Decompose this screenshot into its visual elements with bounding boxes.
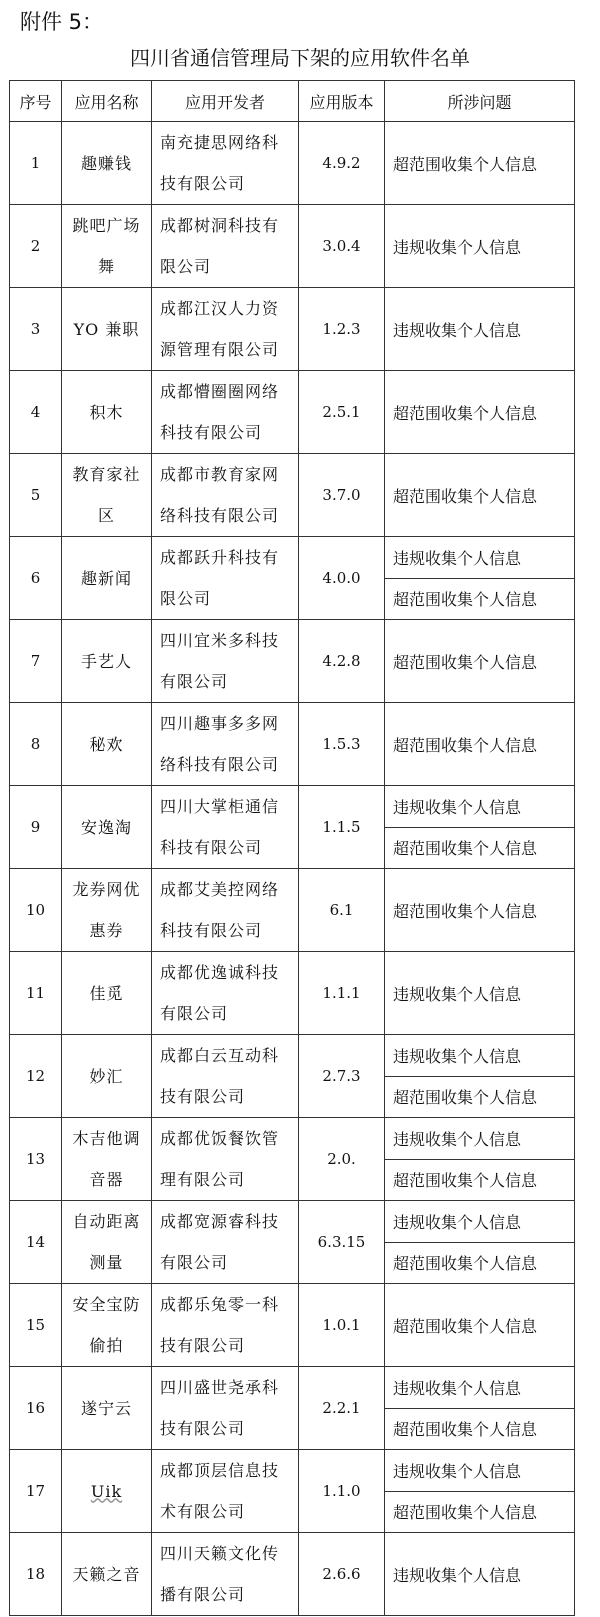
developer-cell: 成都顶层信息技术有限公司 — [152, 1450, 299, 1533]
issue-cell: 违规收集个人信息 — [385, 1035, 575, 1077]
developer-cell: 成都市教育家网络科技有限公司 — [152, 454, 299, 537]
issue-cell: 超范围收集个人信息 — [385, 703, 575, 786]
document-title: 四川省通信管理局下架的应用软件名单 — [130, 46, 470, 70]
issue-cell: 超范围收集个人信息 — [385, 1159, 575, 1201]
table-row — [10, 537, 575, 579]
table-header-row — [10, 81, 575, 122]
version-cell: 4.2.8 — [299, 620, 385, 703]
developer-cell: 成都优逸诚科技有限公司 — [152, 952, 299, 1035]
table-row — [10, 869, 575, 952]
row-number-cell: 17 — [10, 1450, 62, 1533]
issue-cell: 超范围收集个人信息 — [385, 578, 575, 620]
version-cell: 1.2.3 — [299, 288, 385, 371]
row-number-cell: 18 — [10, 1533, 62, 1616]
row-number-cell: 14 — [10, 1201, 62, 1284]
developer-cell: 四川天籁文化传播有限公司 — [152, 1533, 299, 1616]
developer-cell: 成都宽源睿科技有限公司 — [152, 1201, 299, 1284]
header-version: 应用版本 — [299, 81, 385, 122]
version-cell: 6.1 — [299, 869, 385, 952]
version-cell: 1.1.5 — [299, 786, 385, 869]
header-issue: 所涉问题 — [385, 81, 575, 122]
app-name-cell: 安全宝防偷拍 — [62, 1284, 152, 1367]
issue-cell: 超范围收集个人信息 — [385, 371, 575, 454]
row-number-cell: 3 — [10, 288, 62, 371]
issue-cell: 超范围收集个人信息 — [385, 1284, 575, 1367]
row-number-cell: 1 — [10, 122, 62, 205]
version-cell: 2.5.1 — [299, 371, 385, 454]
issue-cell: 超范围收集个人信息 — [385, 827, 575, 869]
issue-cell: 超范围收集个人信息 — [385, 869, 575, 952]
table-row — [10, 288, 575, 371]
row-number-cell: 5 — [10, 454, 62, 537]
version-cell: 1.1.1 — [299, 952, 385, 1035]
issue-cell: 违规收集个人信息 — [385, 786, 575, 828]
version-cell: 3.7.0 — [299, 454, 385, 537]
app-name-cell: 木吉他调音器 — [62, 1118, 152, 1201]
developer-cell: 成都乐兔零一科技有限公司 — [152, 1284, 299, 1367]
app-name-cell: 妙汇 — [62, 1035, 152, 1118]
row-number-cell: 9 — [10, 786, 62, 869]
issue-cell: 超范围收集个人信息 — [385, 1242, 575, 1284]
issue-cell: 违规收集个人信息 — [385, 1367, 575, 1409]
app-name-cell: 手艺人 — [62, 620, 152, 703]
version-cell: 4.0.0 — [299, 537, 385, 620]
issue-cell: 违规收集个人信息 — [385, 1118, 575, 1160]
row-number-cell: 7 — [10, 620, 62, 703]
version-cell: 2.2.1 — [299, 1367, 385, 1450]
developer-cell: 成都江汉人力资源管理有限公司 — [152, 288, 299, 371]
app-name-cell: 安逸淘 — [62, 786, 152, 869]
issue-cell: 超范围收集个人信息 — [385, 122, 575, 205]
row-number-cell: 15 — [10, 1284, 62, 1367]
developer-cell: 四川趣事多多网络科技有限公司 — [152, 703, 299, 786]
issue-cell: 违规收集个人信息 — [385, 1450, 575, 1492]
app-name-cell: 自动距离测量 — [62, 1201, 152, 1284]
app-name-cell: 趣新闻 — [62, 537, 152, 620]
issue-cell: 超范围收集个人信息 — [385, 620, 575, 703]
header-no: 序号 — [10, 81, 62, 122]
table-row — [10, 620, 575, 703]
app-name-cell: 天籁之音 — [62, 1533, 152, 1616]
table-row — [10, 371, 575, 454]
version-cell: 1.0.1 — [299, 1284, 385, 1367]
app-name-cell: Uik — [62, 1450, 152, 1533]
developer-cell: 成都跃升科技有限公司 — [152, 537, 299, 620]
version-cell: 1.1.0 — [299, 1450, 385, 1533]
table-row — [10, 454, 575, 537]
table-row — [10, 122, 575, 205]
version-cell: 4.9.2 — [299, 122, 385, 205]
attachment-label: 附件 5： — [20, 10, 104, 34]
developer-cell: 四川宜米多科技有限公司 — [152, 620, 299, 703]
table-body — [10, 122, 575, 1616]
issue-cell: 超范围收集个人信息 — [385, 1076, 575, 1118]
row-number-cell: 10 — [10, 869, 62, 952]
app-name-cell: 龙券网优惠券 — [62, 869, 152, 952]
developer-cell: 四川盛世尧承科技有限公司 — [152, 1367, 299, 1450]
header-developer: 应用开发者 — [152, 81, 299, 122]
row-number-cell: 4 — [10, 371, 62, 454]
issue-cell: 违规收集个人信息 — [385, 1533, 575, 1616]
version-cell: 2.0. — [299, 1118, 385, 1201]
app-name-cell: 积木 — [62, 371, 152, 454]
table-row — [10, 1118, 575, 1160]
table-row — [10, 1284, 575, 1367]
table-row — [10, 1035, 575, 1077]
app-name-cell: 跳吧广场舞 — [62, 205, 152, 288]
table-row — [10, 1367, 575, 1409]
issue-cell: 违规收集个人信息 — [385, 537, 575, 579]
version-cell: 2.6.6 — [299, 1533, 385, 1616]
row-number-cell: 8 — [10, 703, 62, 786]
app-name-cell: 教育家社区 — [62, 454, 152, 537]
table-row — [10, 952, 575, 1035]
row-number-cell: 12 — [10, 1035, 62, 1118]
app-name-cell: 遂宁云 — [62, 1367, 152, 1450]
developer-cell: 成都白云互动科技有限公司 — [152, 1035, 299, 1118]
app-name-cell: 佳觅 — [62, 952, 152, 1035]
row-number-cell: 11 — [10, 952, 62, 1035]
developer-cell: 成都懵圈圈网络科技有限公司 — [152, 371, 299, 454]
developer-cell: 成都艾美控网络科技有限公司 — [152, 869, 299, 952]
developer-cell: 南充捷思网络科技有限公司 — [152, 122, 299, 205]
row-number-cell: 2 — [10, 205, 62, 288]
developer-cell: 成都优饭餐饮管理有限公司 — [152, 1118, 299, 1201]
issue-cell: 超范围收集个人信息 — [385, 1491, 575, 1533]
header-app-name: 应用名称 — [62, 81, 152, 122]
row-number-cell: 13 — [10, 1118, 62, 1201]
issue-cell: 超范围收集个人信息 — [385, 454, 575, 537]
version-cell: 1.5.3 — [299, 703, 385, 786]
app-list-table — [9, 80, 575, 1616]
issue-cell: 违规收集个人信息 — [385, 1201, 575, 1243]
issue-cell: 超范围收集个人信息 — [385, 1408, 575, 1450]
table-row — [10, 703, 575, 786]
issue-cell: 违规收集个人信息 — [385, 952, 575, 1035]
row-number-cell: 6 — [10, 537, 62, 620]
version-cell: 6.3.15 — [299, 1201, 385, 1284]
app-name-cell: 趣赚钱 — [62, 122, 152, 205]
version-cell: 3.0.4 — [299, 205, 385, 288]
table-row — [10, 1533, 575, 1616]
developer-cell: 成都树洞科技有限公司 — [152, 205, 299, 288]
issue-cell: 违规收集个人信息 — [385, 205, 575, 288]
developer-cell: 四川大掌柜通信科技有限公司 — [152, 786, 299, 869]
version-cell: 2.7.3 — [299, 1035, 385, 1118]
app-name-cell: 秘欢 — [62, 703, 152, 786]
app-name-cell: YO 兼职 — [62, 288, 152, 371]
row-number-cell: 16 — [10, 1367, 62, 1450]
table-row — [10, 786, 575, 828]
table-row — [10, 1201, 575, 1243]
issue-cell: 违规收集个人信息 — [385, 288, 575, 371]
table-row — [10, 205, 575, 288]
table-row — [10, 1450, 575, 1492]
